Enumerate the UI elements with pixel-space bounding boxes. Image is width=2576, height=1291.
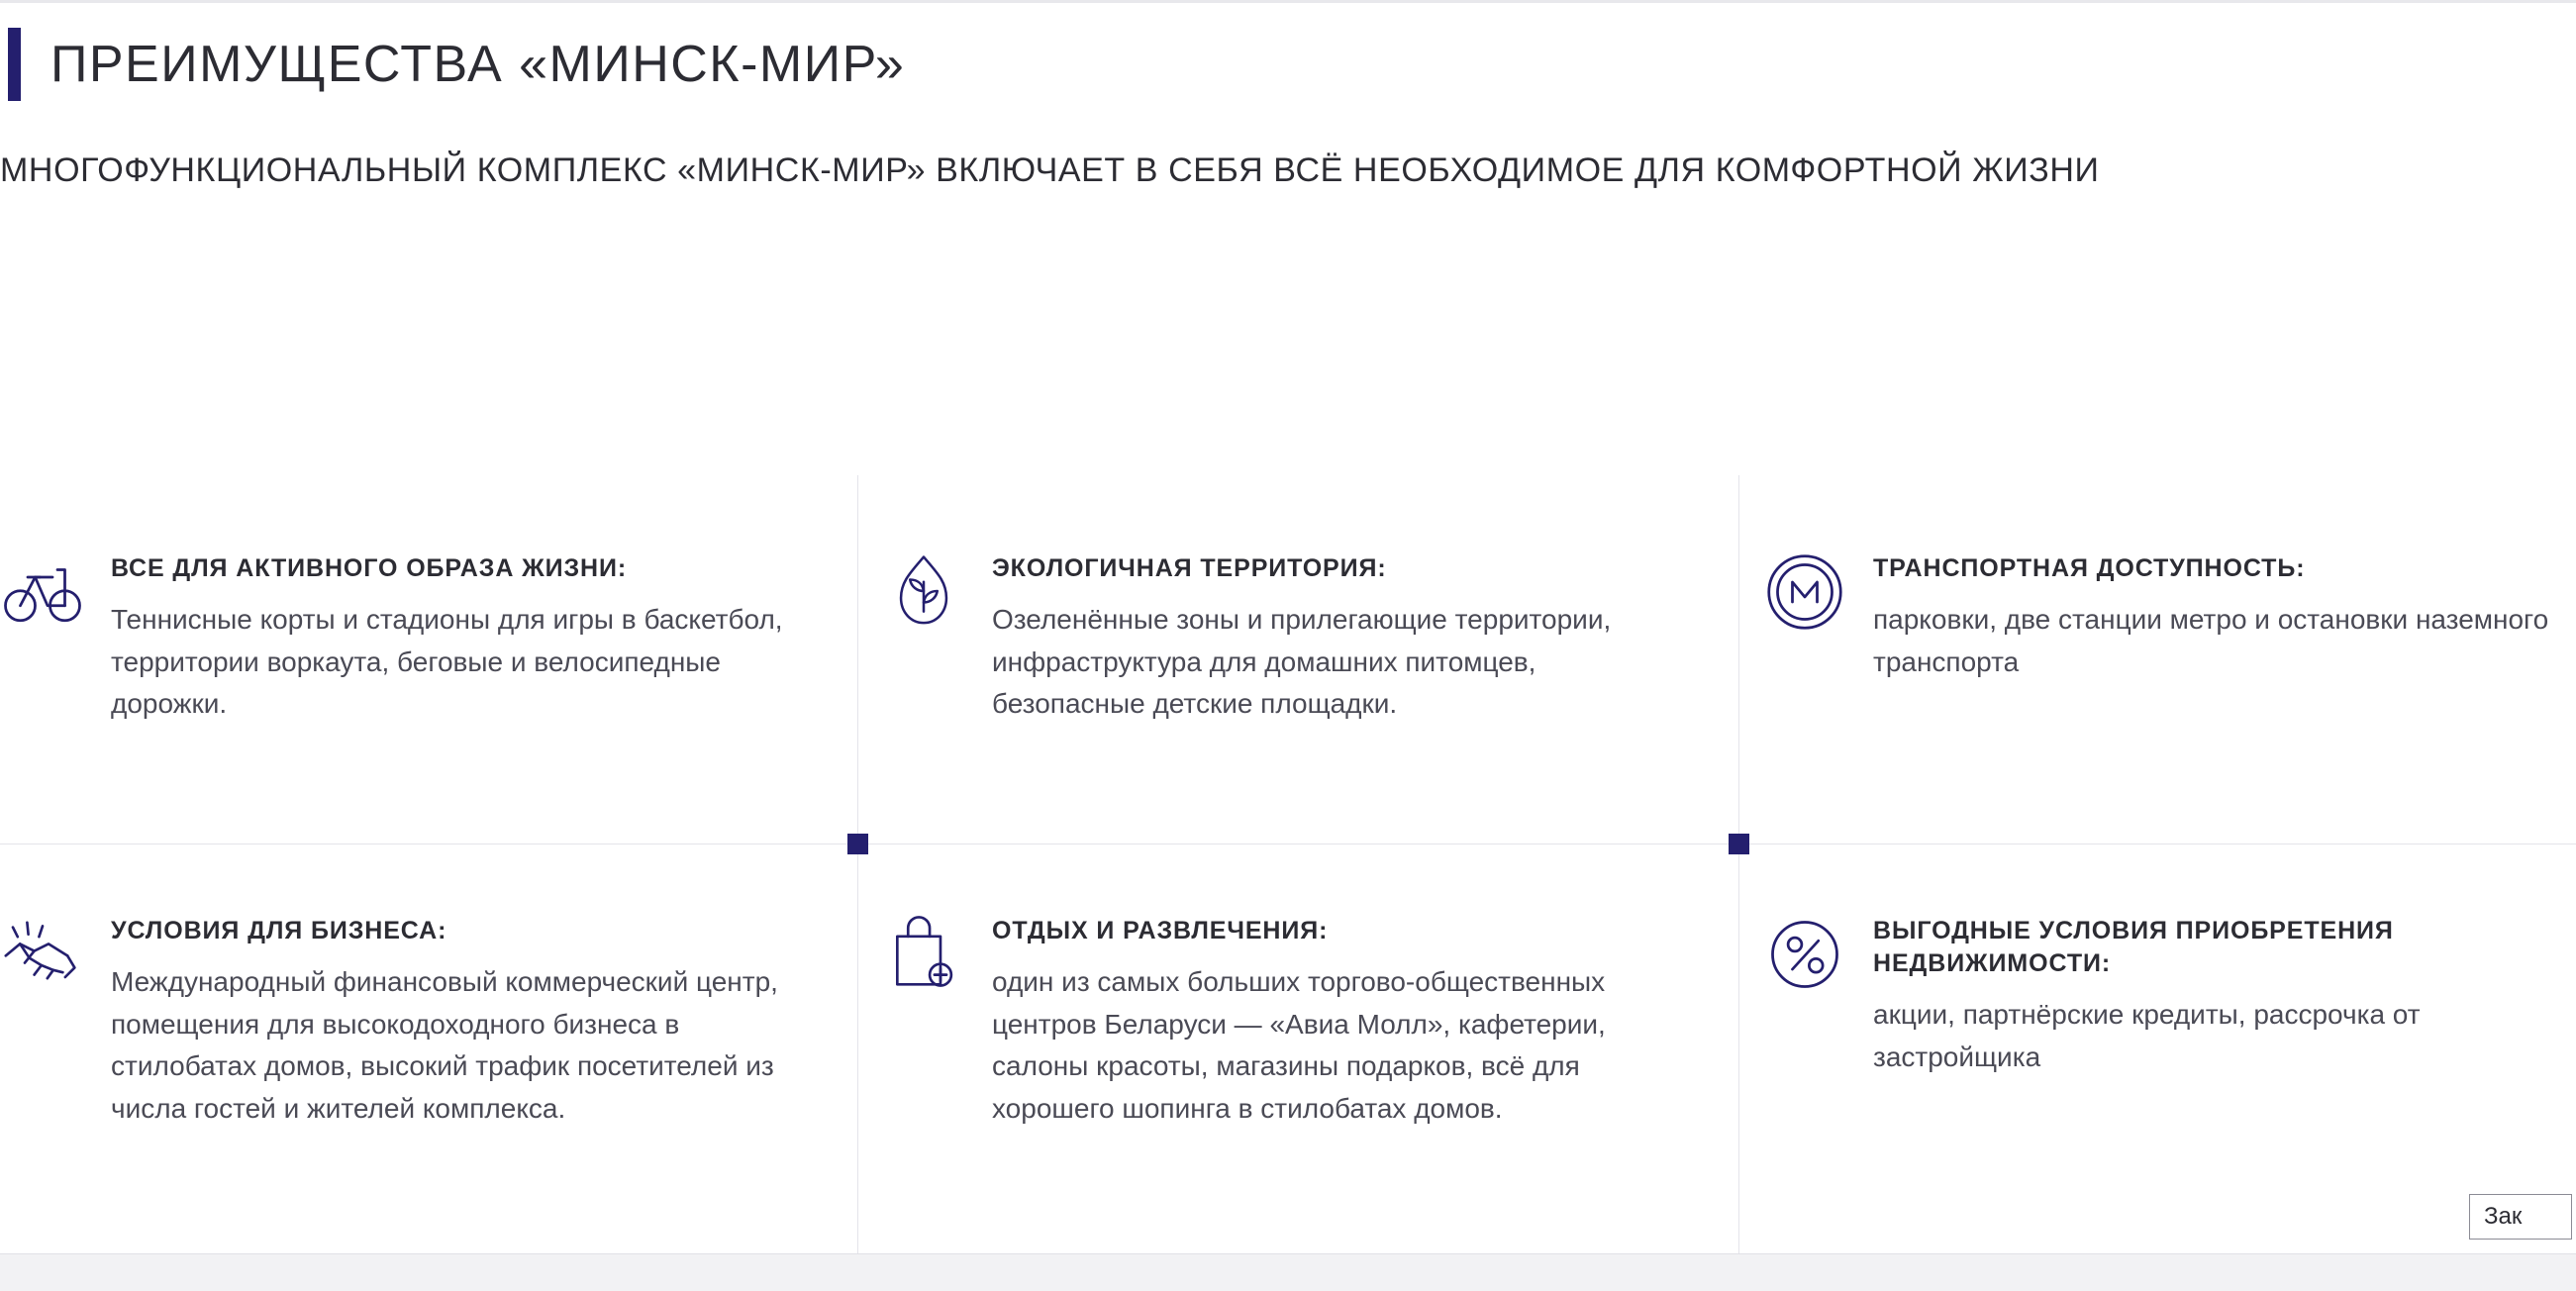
feature-card-4-heading: УСЛОВИЯ ДЛЯ БИЗНЕСА:	[111, 917, 447, 944]
shopping-bag-icon	[881, 915, 966, 1000]
feature-card-4-body	[111, 915, 822, 1130]
bottom-bar	[0, 1253, 2576, 1291]
top-border	[0, 0, 2576, 3]
feature-card-3	[1762, 552, 2554, 683]
eco-leaf-icon	[881, 552, 966, 638]
feature-card-2-heading: ЭКОЛОГИЧНАЯ ТЕРРИТОРИЯ:	[992, 554, 1387, 582]
page-header	[0, 28, 2576, 197]
feature-card-6	[1762, 915, 2554, 1078]
grid-marker-square-1	[847, 834, 868, 854]
cookie-accept-button[interactable]: Зак	[2469, 1194, 2572, 1240]
title-row	[0, 28, 2576, 101]
handshake-icon	[0, 915, 85, 1000]
percent-icon	[1762, 915, 1847, 1000]
grid-divider-vertical-2	[1738, 475, 1739, 1257]
feature-card-1	[0, 552, 822, 726]
grid-marker-square-2	[1729, 834, 1749, 854]
feature-card-1-text: Теннисные корты и стадионы для игры в баскетбол, территории воркаута, беговые и велосипедные дорожки.	[111, 604, 783, 720]
feature-card-5-body	[992, 915, 1673, 1130]
feature-card-2-text: Озеленённые зоны и прилегающие территории, инфраструктура для домашних питомцев, безопасные детские площадки.	[992, 604, 1612, 720]
feature-card-5	[881, 915, 1673, 1130]
feature-card-1-body	[111, 552, 822, 726]
grid-divider-vertical-1	[857, 475, 858, 1257]
feature-card-6-heading: ВЫГОДНЫЕ УСЛОВИЯ ПРИОБРЕТЕНИЯ НЕДВИЖИМОСТИ:	[1873, 917, 2394, 977]
feature-card-3-body	[1873, 552, 2554, 683]
title-accent-bar	[8, 28, 21, 101]
page-title: ПРЕИМУЩЕСТВА «МИНСК-МИР»	[50, 36, 906, 93]
feature-card-6-body	[1873, 915, 2554, 1078]
feature-card-2	[881, 552, 1673, 726]
feature-card-1-heading: ВСЕ ДЛЯ АКТИВНОГО ОБРАЗА ЖИЗНИ:	[111, 554, 628, 582]
feature-card-5-heading: ОТДЫХ И РАЗВЛЕЧЕНИЯ:	[992, 917, 1329, 944]
page-subtitle: МНОГОФУНКЦИОНАЛЬНЫЙ КОМПЛЕКС «МИНСК-МИР» ВКЛЮЧАЕТ В СЕБЯ ВСЁ НЕОБХОДИМОЕ ДЛЯ КОМФОРТНОЙ ЖИЗНИ	[0, 151, 2100, 189]
features-grid	[0, 475, 2576, 1257]
feature-card-3-text: парковки, две станции метро и остановки наземного транспорта	[1873, 604, 2549, 677]
feature-card-4	[0, 915, 822, 1130]
feature-card-4-text: Международный финансовый коммерческий центр, помещения для высокодоходного бизнеса в стилобатах домов, высокий трафик посетителей из числа гостей и жителей комплекса.	[111, 966, 778, 1124]
feature-card-5-text: один из самых больших торгово-общественных центров Беларуси — «Авиа Молл», кафетерии, салоны красоты, магазины подарков, всё для хорошего шопинга в стилобатах домов.	[992, 966, 1606, 1124]
feature-card-2-body	[992, 552, 1673, 726]
metro-icon	[1762, 552, 1847, 638]
bicycle-icon	[0, 552, 85, 638]
feature-card-6-text: акции, партнёрские кредиты, рассрочка от застройщика	[1873, 999, 2421, 1072]
feature-card-3-heading: ТРАНСПОРТНАЯ ДОСТУПНОСТЬ:	[1873, 554, 2306, 582]
